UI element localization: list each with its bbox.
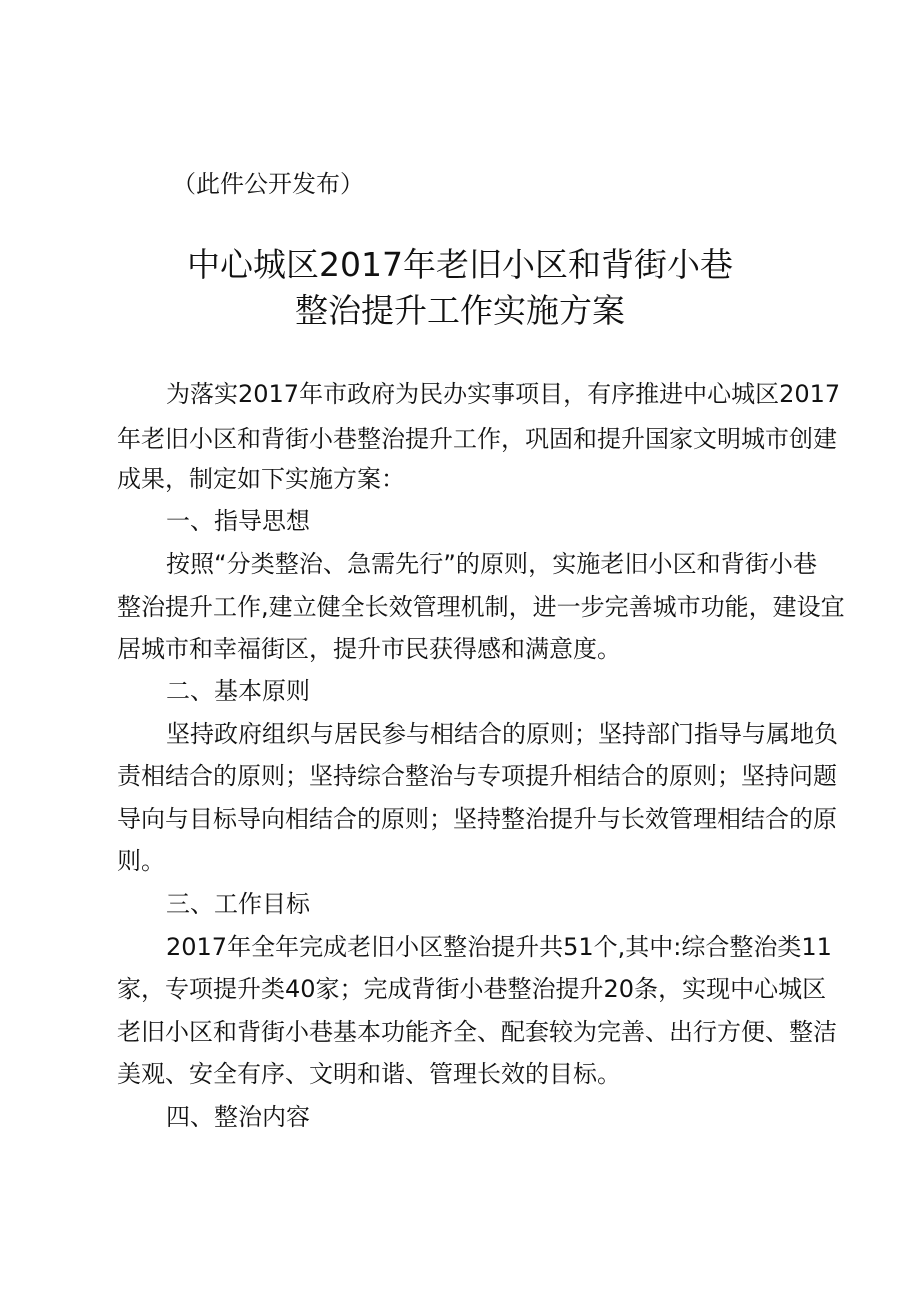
section-3-line-2: 家，专项提升类40家；完成背街小巷整治提升20条，实现中心城区 — [117, 975, 827, 1003]
section-2-line-4: 则。 — [117, 847, 165, 875]
document-title-line-1: 中心城区2017年老旧小区和背街小巷 — [187, 245, 733, 284]
publication-notice: （此件公开发布） — [172, 170, 364, 198]
section-1-line-1: 按照“分类整治、急需先行”的原则，实施老旧小区和背街小巷 — [166, 550, 817, 578]
intro-line-1: 为落实2017年市政府为民办实事项目，有序推进中心城区2017 — [166, 380, 841, 408]
section-3-line-4: 美观、安全有序、文明和谐、管理长效的目标。 — [117, 1060, 621, 1088]
section-2-line-2: 责相结合的原则；坚持综合整治与专项提升相结合的原则；坚持问题 — [117, 762, 837, 790]
section-1-line-3: 居城市和幸福街区，提升市民获得感和满意度。 — [117, 635, 621, 663]
section-heading-4: 四、整治内容 — [166, 1103, 310, 1131]
section-heading-2: 二、基本原则 — [166, 677, 310, 705]
section-heading-1: 一、指导思想 — [166, 507, 310, 535]
section-heading-3: 三、工作目标 — [166, 890, 310, 918]
section-1-line-2: 整治提升工作,建立健全长效管理机制，进一步完善城市功能，建设宜 — [117, 593, 845, 621]
section-2-line-3: 导向与目标导向相结合的原则；坚持整治提升与长效管理相结合的原 — [117, 805, 837, 833]
document-title-line-2: 整治提升工作实施方案 — [295, 291, 625, 330]
intro-line-2: 年老旧小区和背街小巷整治提升工作，巩固和提升国家文明城市创建 — [117, 425, 837, 453]
intro-line-3: 成果，制定如下实施方案： — [117, 465, 405, 493]
section-2-line-1: 坚持政府组织与居民参与相结合的原则；坚持部门指导与属地负 — [166, 720, 838, 748]
section-3-line-1: 2017年全年完成老旧小区整治提升共51个,其中:综合整治类11 — [166, 933, 832, 961]
section-3-line-3: 老旧小区和背街小巷基本功能齐全、配套较为完善、出行方便、整洁 — [117, 1018, 837, 1046]
